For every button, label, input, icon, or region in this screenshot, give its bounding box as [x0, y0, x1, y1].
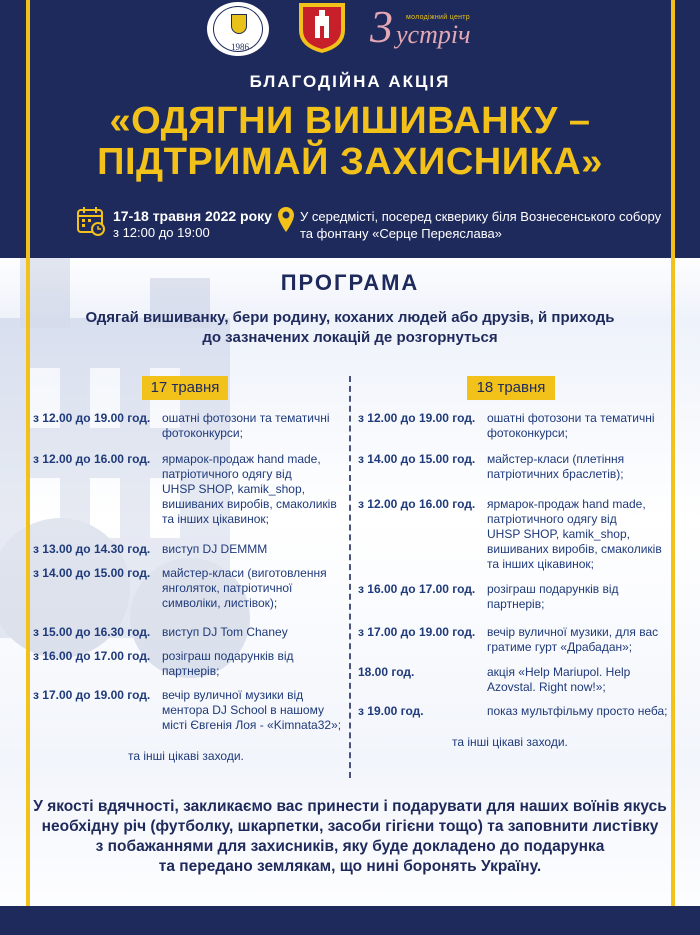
schedule-time: з 12.00 до 19.00 год. [33, 411, 151, 425]
location-pin-icon [277, 206, 295, 234]
schedule-time: з 12.00 до 16.00 год. [358, 497, 476, 511]
city-emblem-logo [205, 0, 271, 58]
youth-center-logo: 3 молодіжний центр устріч [370, 1, 471, 52]
closing-appeal: У якості вдячності, закликаємо вас принести і подарувати для наших воїнів якусь необхідну річ (футболку, шкарпетки, засоби гігієни тощо) та заповнити листівку з побажаннями для захисників, яку буде докладено до подарунка та передано землякам, що нині боронять Україну. [33, 798, 667, 875]
schedule-activity: ярмарок-продаж hand made, патріотичного одягу від UHSP SHOP, kamik_shop, вишиваних виробів, смаколиків та інших цікавинок; [487, 497, 662, 571]
schedule-time: з 17.00 до 19.00 год. [358, 625, 476, 639]
schedule-activity: ошатні фотозони та тематичні фотоконкурси; [487, 411, 655, 440]
schedule-activity: виступ DJ Tom Chaney [162, 625, 288, 639]
schedule-time: з 17.00 до 19.00 год. [33, 688, 151, 702]
program-heading: ПРОГРАМА [280, 270, 420, 295]
schedule-time: з 12.00 до 19.00 год. [358, 411, 476, 425]
day-1-label: 17 травня [142, 376, 228, 400]
emblem-year: 1986 [231, 42, 249, 52]
day-1-other-events: та інші цікаві заходи. [128, 749, 244, 763]
title-line-2: ПІДТРИМАЙ ЗАХИСНИКА» [97, 141, 603, 183]
day-2-other-events: та інші цікаві заходи. [452, 735, 568, 749]
schedule-activity: розіграш подарунків від партнерів; [487, 582, 619, 611]
event-location-line-2: та фонтану «Серце Переяслава» [300, 226, 502, 241]
schedule-activity: розіграш подарунків від партнерів; [162, 649, 294, 678]
schedule-activity: виступ DJ DEMMM [162, 542, 268, 556]
schedule-time: з 15.00 до 16.30 год. [33, 625, 151, 639]
event-title [0, 101, 700, 183]
coat-of-arms-shield-icon [296, 0, 348, 56]
calendar-clock-icon [76, 205, 106, 237]
schedule-activity: вечір вуличної музики, для вас гратиме гурт «Драбадан»; [487, 625, 659, 654]
schedule-time: 18.00 год. [358, 665, 415, 679]
event-dates: 17-18 травня 2022 року [113, 208, 272, 224]
footer-band [0, 906, 700, 935]
schedule-time: з 19.00 год. [358, 704, 424, 718]
schedule-activity: майстер-класи (плетіння патріотичних браслетів); [487, 452, 625, 481]
event-kicker: БЛАГОДІЙНА АКЦІЯ [249, 72, 451, 91]
schedule-activity: майстер-класи (виготовлення янголяток, патріотичної символіки, листівок); [162, 566, 327, 610]
column-divider [349, 376, 351, 778]
title-line-1: «ОДЯГНИ ВИШИВАНКУ – [109, 100, 591, 142]
schedule-time: з 14.00 до 15.00 год. [358, 452, 476, 466]
day-2-label: 18 травня [467, 376, 555, 400]
schedule-activity: ярмарок-продаж hand made, патріотичного одягу від UHSP SHOP, kamik_shop, вишиваних виробів, смаколиків та інших цікавинок; [162, 452, 337, 526]
schedule-time: з 16.00 до 17.00 год. [33, 649, 151, 663]
schedule-activity: показ мультфільму просто неба; [487, 704, 668, 718]
schedule-time: з 16.00 до 17.00 год. [358, 582, 476, 596]
schedule-time: з 13.00 до 14.30 год. [33, 542, 151, 556]
schedule-time: з 14.00 до 15.00 год. [33, 566, 151, 580]
schedule-activity: ошатні фотозони та тематичні фотоконкурси; [162, 411, 330, 440]
schedule-activity: вечір вуличної музики від ментора DJ School в нашому місті Євгенія Лоя - «Kimnata32»; [162, 688, 342, 732]
event-location-line-1: У середмісті, посеред скверику біля Вознесенського собору [300, 209, 662, 224]
schedule-time: з 12.00 до 16.00 год. [33, 452, 151, 466]
schedule-activity: акція «Help Mariupol. Help Azovstal. Right now!»; [487, 665, 631, 694]
program-intro: Одягай вишиванку, бери родину, коханих людей або друзів, й приходь до зазначених локацій де розгорнуться [85, 309, 615, 346]
event-hours: з 12:00 до 19:00 [113, 225, 210, 240]
